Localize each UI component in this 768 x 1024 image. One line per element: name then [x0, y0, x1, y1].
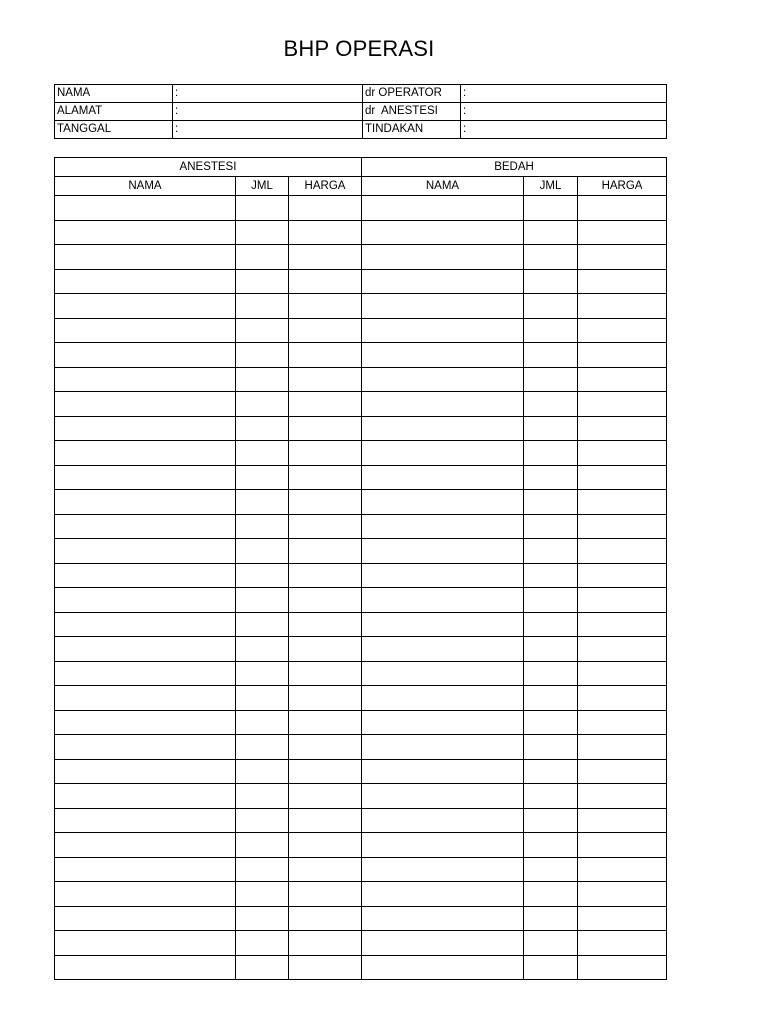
anestesi-jml-cell[interactable] — [236, 220, 289, 245]
bedah-nama-cell[interactable] — [362, 563, 524, 588]
anestesi-nama-cell[interactable] — [55, 931, 236, 956]
anestesi-jml-cell[interactable] — [236, 882, 289, 907]
bedah-harga-cell[interactable] — [578, 882, 667, 907]
bedah-nama-cell[interactable] — [362, 269, 524, 294]
anestesi-nama-cell[interactable] — [55, 735, 236, 760]
anestesi-jml-cell[interactable] — [236, 612, 289, 637]
bedah-nama-cell[interactable] — [362, 955, 524, 980]
dr-anestesi-label: dr ANESTESI — [363, 103, 461, 121]
bedah-nama-cell[interactable] — [362, 637, 524, 662]
bedah-harga-cell[interactable] — [578, 539, 667, 564]
table-row — [55, 857, 667, 882]
bedah-jml-cell[interactable] — [524, 245, 578, 270]
info-row-alamat — [55, 103, 667, 121]
table-row — [55, 563, 667, 588]
anestesi-harga-cell[interactable] — [289, 612, 362, 637]
bedah-jml-cell[interactable] — [524, 563, 578, 588]
bedah-jml-cell[interactable] — [524, 392, 578, 417]
tanggal-label: TANGGAL — [55, 121, 173, 139]
anestesi-harga-cell[interactable] — [289, 392, 362, 417]
anestesi-nama-cell[interactable] — [55, 612, 236, 637]
anestesi-jml-cell[interactable] — [236, 857, 289, 882]
patient-info-table — [54, 84, 667, 139]
table-row — [55, 808, 667, 833]
bedah-nama-cell[interactable] — [362, 343, 524, 368]
anestesi-jml-cell[interactable] — [236, 563, 289, 588]
anestesi-nama-cell[interactable] — [55, 367, 236, 392]
table-row — [55, 392, 667, 417]
table-row — [55, 539, 667, 564]
dr-operator-label: dr OPERATOR — [363, 85, 461, 103]
bedah-harga-cell[interactable] — [578, 857, 667, 882]
bedah-harga-cell[interactable] — [578, 784, 667, 809]
bedah-nama-cell[interactable] — [362, 294, 524, 319]
bedah-nama-cell[interactable] — [362, 857, 524, 882]
page-title: BHP OPERASI — [283, 36, 435, 61]
anestesi-nama-cell[interactable] — [55, 955, 236, 980]
group-header-row — [55, 158, 667, 177]
anestesi-harga-cell[interactable] — [289, 931, 362, 956]
anestesi-nama-cell[interactable] — [55, 686, 236, 711]
anestesi-jml-cell[interactable] — [236, 465, 289, 490]
bedah-harga-cell[interactable] — [578, 318, 667, 343]
bedah-nama-cell[interactable] — [362, 539, 524, 564]
bedah-harga-cell[interactable] — [578, 661, 667, 686]
anestesi-nama-cell[interactable] — [55, 196, 236, 221]
table-row — [55, 196, 667, 221]
bedah-harga-cell[interactable] — [578, 955, 667, 980]
anestesi-nama-cell[interactable] — [55, 441, 236, 466]
anestesi-nama-cell[interactable] — [55, 563, 236, 588]
bedah-nama-cell[interactable] — [362, 465, 524, 490]
bedah-nama-cell[interactable] — [362, 710, 524, 735]
table-row — [55, 784, 667, 809]
bedah-harga-cell[interactable] — [578, 245, 667, 270]
anestesi-jml-cell[interactable] — [236, 759, 289, 784]
anestesi-harga-cell[interactable] — [289, 808, 362, 833]
table-row — [55, 686, 667, 711]
anestesi-nama-cell[interactable] — [55, 882, 236, 907]
bedah-harga-column-header: HARGA — [578, 177, 667, 196]
anestesi-harga-cell[interactable] — [289, 735, 362, 760]
table-row — [55, 955, 667, 980]
anestesi-harga-cell[interactable] — [289, 955, 362, 980]
bedah-nama-cell[interactable] — [362, 514, 524, 539]
anestesi-nama-cell[interactable] — [55, 294, 236, 319]
anestesi-harga-cell[interactable] — [289, 710, 362, 735]
bedah-harga-cell[interactable] — [578, 906, 667, 931]
anestesi-jml-cell[interactable] — [236, 808, 289, 833]
bedah-harga-cell[interactable] — [578, 735, 667, 760]
bedah-harga-cell[interactable] — [578, 759, 667, 784]
anestesi-jml-cell[interactable] — [236, 784, 289, 809]
anestesi-harga-cell[interactable] — [289, 465, 362, 490]
bedah-harga-cell[interactable] — [578, 416, 667, 441]
anestesi-jml-cell[interactable] — [236, 245, 289, 270]
table-row — [55, 588, 667, 613]
anestesi-harga-cell[interactable] — [289, 833, 362, 858]
anestesi-nama-cell[interactable] — [55, 539, 236, 564]
bedah-jml-cell[interactable] — [524, 588, 578, 613]
nama-label: NAMA — [55, 85, 173, 103]
bedah-harga-cell[interactable] — [578, 392, 667, 417]
anestesi-harga-cell[interactable] — [289, 514, 362, 539]
bedah-harga-cell[interactable] — [578, 269, 667, 294]
table-row — [55, 637, 667, 662]
bedah-harga-cell[interactable] — [578, 343, 667, 368]
anestesi-jml-cell[interactable] — [236, 269, 289, 294]
bedah-jml-cell[interactable] — [524, 465, 578, 490]
bedah-nama-cell[interactable] — [362, 196, 524, 221]
bedah-jml-cell[interactable] — [524, 294, 578, 319]
anestesi-nama-cell[interactable] — [55, 514, 236, 539]
anestesi-harga-cell[interactable] — [289, 661, 362, 686]
bedah-jml-cell[interactable] — [524, 906, 578, 931]
anestesi-harga-cell[interactable] — [289, 220, 362, 245]
bedah-harga-cell[interactable] — [578, 490, 667, 515]
bedah-harga-cell[interactable] — [578, 465, 667, 490]
bedah-nama-cell[interactable] — [362, 931, 524, 956]
anestesi-harga-cell[interactable] — [289, 318, 362, 343]
anestesi-nama-cell[interactable] — [55, 661, 236, 686]
anestesi-harga-cell[interactable] — [289, 784, 362, 809]
bedah-nama-cell[interactable] — [362, 833, 524, 858]
info-row-nama — [55, 85, 667, 103]
anestesi-harga-cell[interactable] — [289, 490, 362, 515]
column-header-row — [55, 177, 667, 196]
anestesi-harga-cell[interactable] — [289, 367, 362, 392]
anestesi-jml-cell[interactable] — [236, 661, 289, 686]
nama-value-field[interactable]: : — [173, 85, 363, 103]
bedah-jml-cell[interactable] — [524, 367, 578, 392]
alamat-value-field[interactable]: : — [173, 103, 363, 121]
table-row — [55, 220, 667, 245]
table-row — [55, 882, 667, 907]
bedah-nama-cell[interactable] — [362, 784, 524, 809]
bedah-nama-cell[interactable] — [362, 245, 524, 270]
table-row — [55, 294, 667, 319]
bedah-jml-cell[interactable] — [524, 612, 578, 637]
anestesi-jml-cell[interactable] — [236, 539, 289, 564]
anestesi-nama-column-header: NAMA — [55, 177, 236, 196]
bedah-harga-cell[interactable] — [578, 441, 667, 466]
anestesi-harga-cell[interactable] — [289, 906, 362, 931]
anestesi-harga-cell[interactable] — [289, 539, 362, 564]
anestesi-nama-cell[interactable] — [55, 392, 236, 417]
table-row — [55, 269, 667, 294]
table-row — [55, 441, 667, 466]
anestesi-nama-cell[interactable] — [55, 490, 236, 515]
table-row — [55, 318, 667, 343]
table-row — [55, 367, 667, 392]
bedah-nama-cell[interactable] — [362, 318, 524, 343]
bedah-harga-cell[interactable] — [578, 588, 667, 613]
anestesi-jml-cell[interactable] — [236, 514, 289, 539]
bedah-jml-cell[interactable] — [524, 686, 578, 711]
anestesi-jml-cell[interactable] — [236, 931, 289, 956]
table-row — [55, 416, 667, 441]
bedah-jml-cell[interactable] — [524, 808, 578, 833]
bedah-harga-cell[interactable] — [578, 220, 667, 245]
table-row — [55, 833, 667, 858]
anestesi-jml-cell[interactable] — [236, 196, 289, 221]
anestesi-harga-cell[interactable] — [289, 637, 362, 662]
anestesi-nama-cell[interactable] — [55, 833, 236, 858]
anestesi-harga-cell[interactable] — [289, 563, 362, 588]
bedah-jml-cell[interactable] — [524, 416, 578, 441]
bedah-jml-cell[interactable] — [524, 955, 578, 980]
anestesi-nama-cell[interactable] — [55, 857, 236, 882]
anestesi-harga-cell[interactable] — [289, 882, 362, 907]
anestesi-nama-cell[interactable] — [55, 245, 236, 270]
bedah-jml-cell[interactable] — [524, 220, 578, 245]
bedah-jml-column-header: JML — [524, 177, 578, 196]
table-row — [55, 514, 667, 539]
anestesi-nama-cell[interactable] — [55, 637, 236, 662]
anestesi-jml-cell[interactable] — [236, 490, 289, 515]
anestesi-jml-cell[interactable] — [236, 955, 289, 980]
bedah-jml-cell[interactable] — [524, 490, 578, 515]
bedah-harga-cell[interactable] — [578, 612, 667, 637]
anestesi-jml-cell[interactable] — [236, 637, 289, 662]
table-row — [55, 710, 667, 735]
bedah-harga-cell[interactable] — [578, 833, 667, 858]
bedah-nama-cell[interactable] — [362, 392, 524, 417]
anestesi-harga-cell[interactable] — [289, 294, 362, 319]
anestesi-jml-cell[interactable] — [236, 392, 289, 417]
table-row — [55, 759, 667, 784]
bedah-jml-cell[interactable] — [524, 514, 578, 539]
bedah-harga-cell[interactable] — [578, 294, 667, 319]
bedah-jml-cell[interactable] — [524, 441, 578, 466]
table-row — [55, 906, 667, 931]
bedah-harga-cell[interactable] — [578, 563, 667, 588]
anestesi-harga-cell[interactable] — [289, 416, 362, 441]
bedah-jml-cell[interactable] — [524, 539, 578, 564]
dr-operator-value-field[interactable]: : — [461, 85, 667, 103]
anestesi-nama-cell[interactable] — [55, 784, 236, 809]
tindakan-value-field[interactable]: : — [461, 121, 667, 139]
bedah-nama-cell[interactable] — [362, 220, 524, 245]
bedah-harga-cell[interactable] — [578, 931, 667, 956]
bedah-jml-cell[interactable] — [524, 735, 578, 760]
bedah-nama-cell[interactable] — [362, 808, 524, 833]
anestesi-jml-cell[interactable] — [236, 367, 289, 392]
anestesi-nama-cell[interactable] — [55, 318, 236, 343]
anestesi-group-header: ANESTESI — [55, 158, 362, 177]
anestesi-jml-cell[interactable] — [236, 686, 289, 711]
anestesi-jml-cell[interactable] — [236, 906, 289, 931]
bedah-jml-cell[interactable] — [524, 343, 578, 368]
bedah-nama-cell[interactable] — [362, 882, 524, 907]
anestesi-harga-cell[interactable] — [289, 857, 362, 882]
bedah-nama-cell[interactable] — [362, 759, 524, 784]
bedah-jml-cell[interactable] — [524, 931, 578, 956]
bedah-nama-cell[interactable] — [362, 441, 524, 466]
bhp-items-table — [54, 157, 667, 980]
bedah-harga-cell[interactable] — [578, 808, 667, 833]
table-row — [55, 931, 667, 956]
anestesi-nama-cell[interactable] — [55, 269, 236, 294]
bedah-jml-cell[interactable] — [524, 784, 578, 809]
anestesi-jml-column-header: JML — [236, 177, 289, 196]
bedah-jml-cell[interactable] — [524, 196, 578, 221]
anestesi-harga-cell[interactable] — [289, 686, 362, 711]
bedah-jml-cell[interactable] — [524, 857, 578, 882]
bedah-nama-cell[interactable] — [362, 661, 524, 686]
bedah-jml-cell[interactable] — [524, 882, 578, 907]
anestesi-harga-cell[interactable] — [289, 343, 362, 368]
bedah-harga-cell[interactable] — [578, 710, 667, 735]
table-row — [55, 735, 667, 760]
anestesi-nama-cell[interactable] — [55, 588, 236, 613]
bedah-jml-cell[interactable] — [524, 661, 578, 686]
anestesi-jml-cell[interactable] — [236, 416, 289, 441]
info-row-tanggal — [55, 121, 667, 139]
table-row — [55, 490, 667, 515]
anestesi-jml-cell[interactable] — [236, 833, 289, 858]
table-row — [55, 465, 667, 490]
anestesi-jml-cell[interactable] — [236, 588, 289, 613]
anestesi-harga-cell[interactable] — [289, 588, 362, 613]
bedah-nama-cell[interactable] — [362, 588, 524, 613]
tindakan-label: TINDAKAN — [363, 121, 461, 139]
bedah-jml-cell[interactable] — [524, 269, 578, 294]
item-rows — [55, 196, 667, 980]
anestesi-nama-cell[interactable] — [55, 343, 236, 368]
anestesi-harga-column-header: HARGA — [289, 177, 362, 196]
bedah-nama-cell[interactable] — [362, 416, 524, 441]
bedah-jml-cell[interactable] — [524, 637, 578, 662]
bedah-jml-cell[interactable] — [524, 759, 578, 784]
bedah-jml-cell[interactable] — [524, 318, 578, 343]
anestesi-harga-cell[interactable] — [289, 759, 362, 784]
anestesi-nama-cell[interactable] — [55, 416, 236, 441]
anestesi-nama-cell[interactable] — [55, 710, 236, 735]
bedah-harga-cell[interactable] — [578, 367, 667, 392]
anestesi-harga-cell[interactable] — [289, 441, 362, 466]
bedah-nama-cell[interactable] — [362, 735, 524, 760]
bedah-harga-cell[interactable] — [578, 196, 667, 221]
alamat-label: ALAMAT — [55, 103, 173, 121]
table-row — [55, 343, 667, 368]
anestesi-nama-cell[interactable] — [55, 759, 236, 784]
bedah-nama-cell[interactable] — [362, 490, 524, 515]
table-row — [55, 661, 667, 686]
dr-anestesi-value-field[interactable]: : — [461, 103, 667, 121]
bedah-group-header: BEDAH — [362, 158, 667, 177]
bedah-jml-cell[interactable] — [524, 833, 578, 858]
bedah-nama-cell[interactable] — [362, 686, 524, 711]
anestesi-jml-cell[interactable] — [236, 710, 289, 735]
tanggal-value-field[interactable]: : — [173, 121, 363, 139]
bedah-harga-cell[interactable] — [578, 637, 667, 662]
anestesi-jml-cell[interactable] — [236, 735, 289, 760]
bedah-nama-cell[interactable] — [362, 906, 524, 931]
anestesi-jml-cell[interactable] — [236, 441, 289, 466]
anestesi-nama-cell[interactable] — [55, 220, 236, 245]
anestesi-harga-cell[interactable] — [289, 269, 362, 294]
anestesi-jml-cell[interactable] — [236, 294, 289, 319]
anestesi-jml-cell[interactable] — [236, 343, 289, 368]
table-row — [55, 612, 667, 637]
anestesi-jml-cell[interactable] — [236, 318, 289, 343]
bedah-harga-cell[interactable] — [578, 514, 667, 539]
table-row — [55, 245, 667, 270]
bedah-nama-column-header: NAMA — [362, 177, 524, 196]
anestesi-nama-cell[interactable] — [55, 808, 236, 833]
anestesi-nama-cell[interactable] — [55, 906, 236, 931]
bedah-harga-cell[interactable] — [578, 686, 667, 711]
anestesi-harga-cell[interactable] — [289, 245, 362, 270]
anestesi-nama-cell[interactable] — [55, 465, 236, 490]
anestesi-harga-cell[interactable] — [289, 196, 362, 221]
bedah-jml-cell[interactable] — [524, 710, 578, 735]
bedah-nama-cell[interactable] — [362, 367, 524, 392]
bedah-nama-cell[interactable] — [362, 612, 524, 637]
